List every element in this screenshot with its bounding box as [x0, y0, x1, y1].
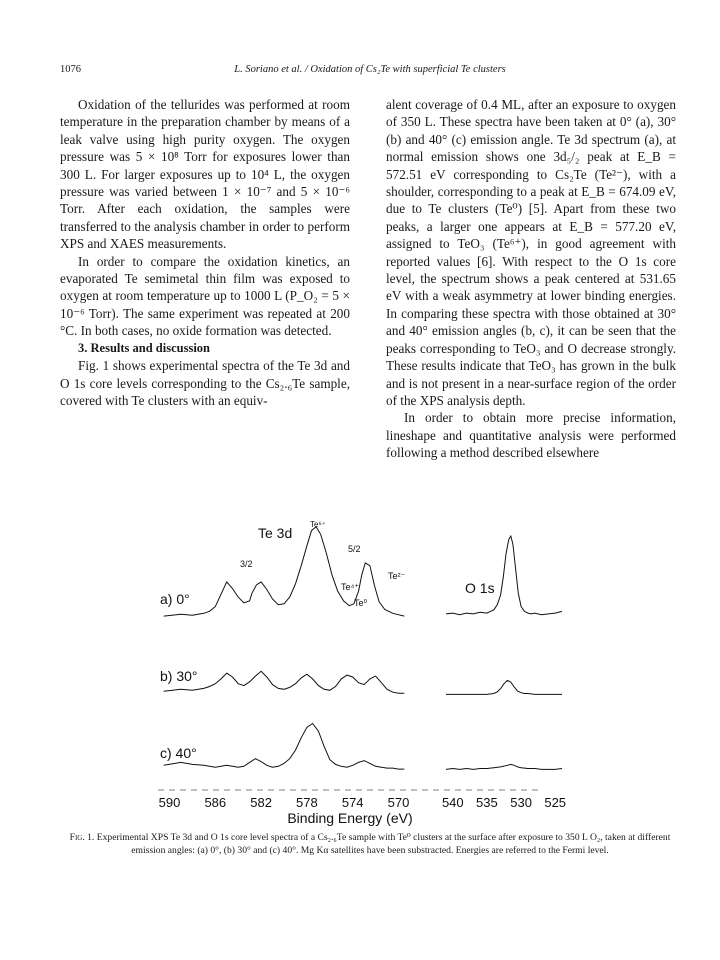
- te3d-tick-label: 590: [158, 795, 181, 810]
- figure-caption: [60, 832, 680, 857]
- o1s-tick-label: 535: [476, 795, 498, 810]
- o1s-series-2: [446, 680, 562, 694]
- right-paragraph-1: alent coverage of 0.4 ML, after an exposure to oxygen of 350 L. These spectra have been taken at 0° (a), 30° (b) and 40° (c) emission angle. Te 3d spectrum (a), at normal emission shows one 3d₅/₂ peak at E_B = 572.51 eV corresponding to Cs₂Te (Te²⁻), with a shoulder, corresponding to a peak at E_B = 674.09 eV, due to Te clusters (Te⁰) [5]. Apart from these two peaks, a larger one appears at E_B = 577.20 eV, assigned to TeO₃ (Te⁶⁺), in good agreement with reported values [6]. With respect to the O 1s core level, the spectrum shows a peak centered at 531.65 eV with a weak asymmetry at lower binding energies. In comparing these spectra with those obtained at 30° and 40° emission angles (b, c), it can be seen that the peaks corresponding to TeO₃ and O decrease strongly. These results indicate that TeO₃ has grown in the bulk and is not present in a near-surface region of the order of the XPS analysis depth.: [386, 97, 676, 408]
- o1s-spectra: [446, 536, 562, 769]
- caption-label: Fig. 1.: [69, 832, 95, 843]
- te3d-axis-ticks: [159, 795, 410, 810]
- angle-label-c: c) 40°: [160, 745, 197, 761]
- te3d-spectra: [164, 527, 405, 769]
- x-axis-label: Binding Energy (eV): [287, 810, 413, 826]
- left-paragraph-2: In order to compare the oxidation kinetics, an evaporated Te semimetal thin film was exposed to oxygen at room temperature up to 1000 L (P_O₂ = 5 × 10⁻⁶ Torr). The same experiment was repeated at 200 °C. In both cases, no oxide formation was detected.: [60, 253, 350, 339]
- te3d-tick-label: 586: [204, 795, 227, 810]
- section-heading: 3. Results and discussion: [78, 340, 210, 355]
- right-column: [386, 96, 676, 462]
- peak-32-label: 3/2: [240, 559, 253, 569]
- page-header: [60, 64, 680, 82]
- o1s-series-1: [446, 536, 562, 615]
- te3d-tick-label: 582: [250, 795, 272, 810]
- o1s-label: O 1s: [465, 580, 495, 596]
- te3d-tick-label: 578: [296, 795, 318, 810]
- te3d-label: Te 3d: [258, 525, 293, 541]
- o1s-tick-label: 525: [544, 795, 567, 810]
- te2-label: Te²⁻: [388, 571, 406, 581]
- running-head: L. Soriano et al. / Oxidation of Cs₂Te with superficial Te clusters: [234, 64, 506, 75]
- left-paragraph-3: Fig. 1 shows experimental spectra of the Te 3d and O 1s core levels corresponding to the Cs₂.₆Te sample, covered with Te clusters with an equiv-: [60, 358, 350, 408]
- o1s-tick-label: 530: [510, 795, 532, 810]
- o1s-axis-ticks: [442, 795, 566, 810]
- right-paragraph-2: In order to obtain more precise information, lineshape and quantitative analysis were performed following a method described elsewhere: [386, 410, 676, 461]
- te0-label: Te⁰: [354, 598, 368, 608]
- te6-label: Te⁶⁺: [310, 520, 326, 529]
- figure-1: [110, 506, 610, 826]
- te3d-tick-label: 574: [341, 795, 364, 810]
- te3d-series-2: [164, 671, 405, 693]
- left-paragraph-1: Oxidation of the tellurides was performed at room temperature in the preparation chamber by means of a leak valve using high purity oxygen. The oxygen pressure was 5 × 10⁸ Torr for exposures lower than 300 L. For larger exposures up to 10⁴ L, the oxygen pressure was varied between 1 × 10⁻⁷ and 5 × 10⁻⁶ Torr. After each oxidation, the samples were transferred to the analysis chamber in order to perform XPS and XAES measurements.: [60, 97, 350, 252]
- angle-label-a: a) 0°: [160, 591, 190, 607]
- o1s-tick-label: 540: [441, 795, 464, 810]
- caption-text: Experimental XPS Te 3d and O 1s core level spectra of a Cs₂.₆Te sample with Te⁰ clusters at the surface after exposure to 350 L O₂, taken at different emission angles: (a) 0°, (b) 30° and (c) 40°. Mg Kα satellites have been substracted. Energies are referred to the Fermi level.: [96, 832, 671, 856]
- left-column: [60, 96, 350, 409]
- te3d-series-3: [164, 724, 405, 770]
- page-number: 1076: [60, 64, 81, 75]
- te3d-tick-label: 570: [387, 795, 410, 810]
- xps-spectra-plot: [110, 506, 610, 826]
- angle-label-b: b) 30°: [160, 668, 198, 684]
- peak-52-label: 5/2: [348, 544, 361, 554]
- te4-label: Te⁴⁺: [341, 582, 360, 592]
- o1s-series-3: [446, 764, 562, 769]
